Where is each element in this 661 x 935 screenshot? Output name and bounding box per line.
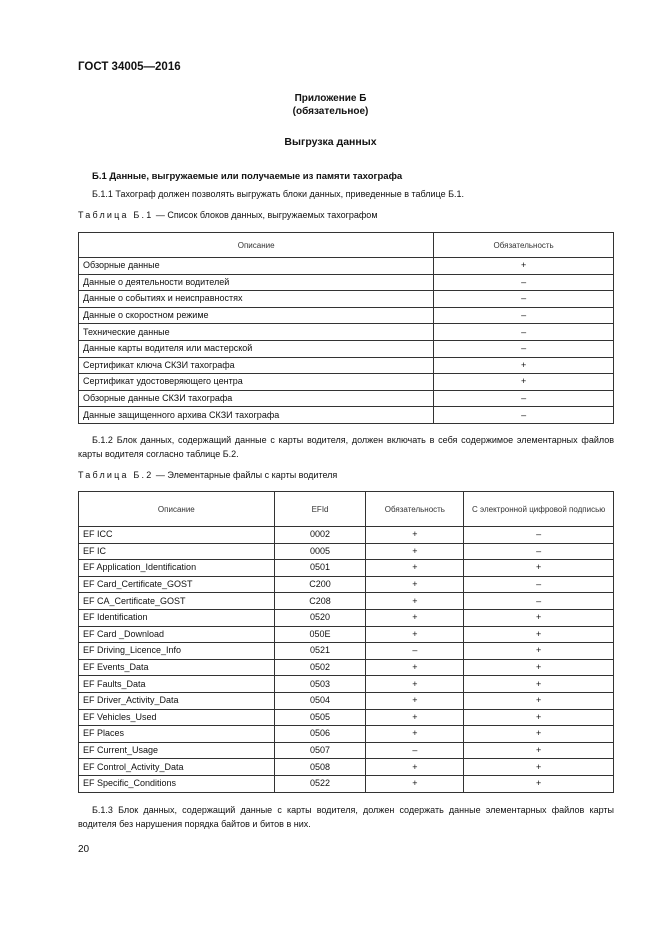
table2-cell-signature: + [464,643,614,660]
document-header: ГОСТ 34005—2016 [78,61,181,73]
table2-cell-mandatory: – [366,643,464,660]
table1-cell-description: Данные карты водителя или мастерской [79,340,434,357]
table-row [79,659,614,676]
table2-cell-signature: – [464,593,614,610]
table2-cell-signature: + [464,692,614,709]
table2-cell-description: EF ICC [79,527,275,544]
table2-cell-description: EF CA_Certificate_GOST [79,593,275,610]
table2-cell-signature: + [464,775,614,792]
table2-cell-mandatory: + [366,676,464,693]
table1-cell-mandatory: – [434,324,614,341]
table-row [79,759,614,776]
table2-cell-signature: + [464,709,614,726]
table2-cell-description: EF Specific_Conditions [79,775,275,792]
table-row [79,742,614,759]
table2-cell-signature: + [464,560,614,577]
table-row [79,291,614,308]
table2-cell-signature: + [464,659,614,676]
table1-cell-mandatory: – [434,407,614,424]
table2-cell-description: EF Card_Certificate_GOST [79,576,275,593]
table-row [79,576,614,593]
table2-cell-efid: C208 [274,593,366,610]
table-row [79,390,614,407]
table-row [79,709,614,726]
table1-cell-description: Данные о событиях и неисправностях [79,291,434,308]
appendix-note: (обязательное) [292,106,369,117]
table2-cell-description: EF Faults_Data [79,676,275,693]
table1-header-mandatory: Обязательность [434,233,614,258]
table2-cell-efid: 0506 [274,726,366,743]
table2-cell-efid: 0505 [274,709,366,726]
table1-caption-prefix: Таблица Б.1 [78,210,154,220]
table1-cell-mandatory: – [434,340,614,357]
table-row [79,307,614,324]
table2-cell-efid: 0501 [274,560,366,577]
table2-cell-efid: 0520 [274,609,366,626]
table2-cell-signature: + [464,726,614,743]
table1-cell-description: Сертификат ключа СКЗИ тахографа [79,357,434,374]
table-b1 [78,232,614,424]
table2-cell-efid: 0521 [274,643,366,660]
table2-header-description: Описание [79,492,275,527]
table2-cell-mandatory: + [366,775,464,792]
table-b2 [78,491,614,793]
table2-cell-efid: 0507 [274,742,366,759]
table2-cell-mandatory: + [366,692,464,709]
paragraph-b1-1: Б.1.1 Тахограф должен позволять выгружать блоки данных, приведенные в таблице Б.1. [92,189,465,199]
table-row [79,274,614,291]
table2-cell-description: EF Current_Usage [79,742,275,759]
table-row [79,726,614,743]
table1-cell-description: Сертификат удостоверяющего центра [79,374,434,391]
table2-cell-description: EF Control_Activity_Data [79,759,275,776]
table-row [79,407,614,424]
table-row [79,527,614,544]
table2-cell-description: EF Identification [79,609,275,626]
table2-cell-efid: 050E [274,626,366,643]
table-row [79,609,614,626]
table1-header-description: Описание [79,233,434,258]
table2-header-efid: EFId [274,492,366,527]
table2-caption [78,470,337,480]
table2-cell-efid: 0502 [274,659,366,676]
table2-cell-signature: + [464,626,614,643]
table1-caption [78,210,378,220]
table2-cell-description: EF Driving_Licence_Info [79,643,275,660]
table2-caption-prefix: Таблица Б.2 [78,470,154,480]
table2-cell-efid: 0005 [274,543,366,560]
appendix-title: Приложение Б [294,93,367,104]
table-row [79,357,614,374]
subsection-b1-title: Б.1 Данные, выгружаемые или получаемые из памяти тахографа [92,171,403,182]
table2-cell-mandatory: + [366,659,464,676]
table2-cell-mandatory: + [366,709,464,726]
section-heading: Выгрузка данных [284,136,377,148]
table1-cell-description: Технические данные [79,324,434,341]
table1-cell-mandatory: – [434,390,614,407]
table2-cell-description: EF Events_Data [79,659,275,676]
paragraph-b1-3: Б.1.3 Блок данных, содержащий данные с карты водителя, должен содержать данные элементарных файлов карты водителя без нарушения порядка байтов и битов в них. [78,805,614,829]
table1-cell-mandatory: + [434,374,614,391]
table2-cell-signature: + [464,759,614,776]
table1-cell-description: Данные о скоростном режиме [79,307,434,324]
table1-cell-mandatory: + [434,258,614,275]
table2-cell-mandatory: + [366,759,464,776]
table-row [79,643,614,660]
table2-cell-efid: 0002 [274,527,366,544]
table2-cell-signature: – [464,527,614,544]
table2-cell-mandatory: – [366,742,464,759]
table2-cell-description: EF Application_Identification [79,560,275,577]
table2-cell-description: EF Places [79,726,275,743]
table2-cell-signature: – [464,576,614,593]
table2-cell-signature: – [464,543,614,560]
paragraph-b1-2: Б.1.2 Блок данных, содержащий данные с карты водителя, должен включать в себя содержимое элементарных файлов карты водителя согласно таблице Б.2. [78,435,614,459]
table2-cell-mandatory: + [366,576,464,593]
table-row [79,340,614,357]
table2-cell-description: EF Driver_Activity_Data [79,692,275,709]
table1-cell-description: Обзорные данные СКЗИ тахографа [79,390,434,407]
table-row [79,258,614,275]
table-row [79,692,614,709]
table1-cell-description: Данные о деятельности водителей [79,274,434,291]
table2-cell-signature: + [464,676,614,693]
table2-cell-mandatory: + [366,560,464,577]
table2-cell-efid: 0503 [274,676,366,693]
table2-cell-mandatory: + [366,593,464,610]
table1-caption-text: — Список блоков данных, выгружаемых тахографом [153,210,378,220]
table2-cell-signature: + [464,609,614,626]
table-row [79,374,614,391]
table-row [79,626,614,643]
table2-cell-mandatory: + [366,543,464,560]
table2-cell-mandatory: + [366,726,464,743]
table1-cell-mandatory: – [434,274,614,291]
table2-cell-efid: 0522 [274,775,366,792]
table1-cell-mandatory: – [434,291,614,308]
table2-cell-description: EF Card _Download [79,626,275,643]
table1-cell-description: Обзорные данные [79,258,434,275]
page-number: 20 [78,844,90,855]
table2-cell-mandatory: + [366,609,464,626]
table-row [79,676,614,693]
table2-cell-mandatory: + [366,527,464,544]
table2-cell-efid: C200 [274,576,366,593]
table2-cell-signature: + [464,742,614,759]
table-row [79,775,614,792]
table1-cell-description: Данные защищенного архива СКЗИ тахографа [79,407,434,424]
table-row [79,560,614,577]
table-row [79,593,614,610]
table2-cell-description: EF Vehicles_Used [79,709,275,726]
table2-cell-mandatory: + [366,626,464,643]
table2-cell-efid: 0508 [274,759,366,776]
table1-cell-mandatory: + [434,357,614,374]
table-row [79,543,614,560]
table2-cell-efid: 0504 [274,692,366,709]
table1-cell-mandatory: – [434,307,614,324]
table2-header-signature: С электронной цифровой подписью [464,492,614,527]
table2-header-mandatory: Обязательность [366,492,464,527]
table2-caption-text: — Элементарные файлы с карты водителя [153,470,338,480]
table-row [79,324,614,341]
table2-cell-description: EF IC [79,543,275,560]
